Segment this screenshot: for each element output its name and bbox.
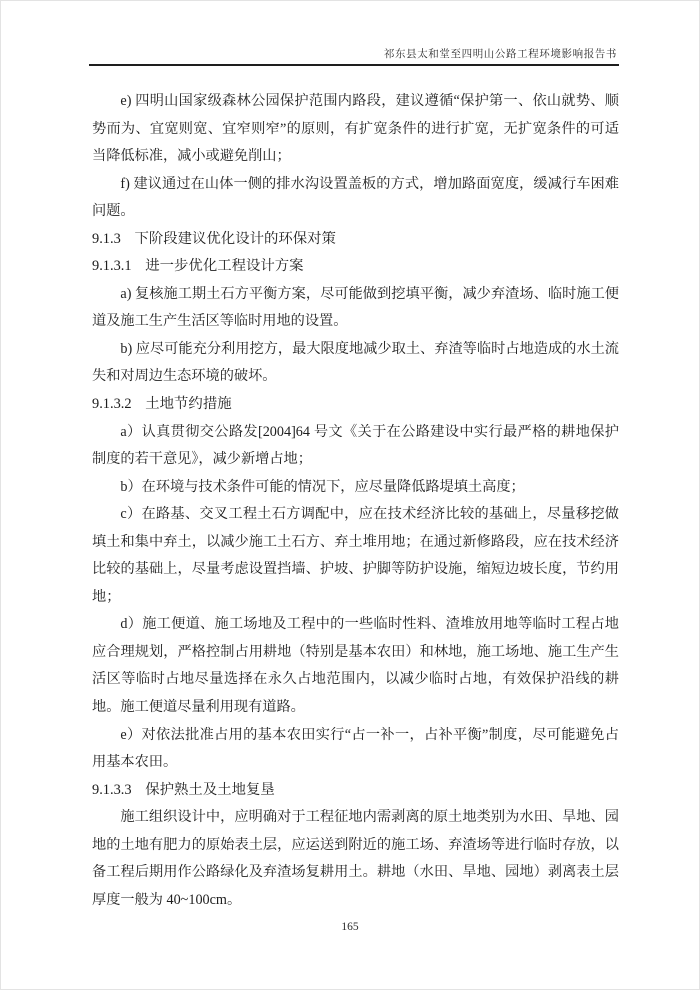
heading-9-1-3-1-number: 9.1.3.1 bbox=[92, 258, 132, 275]
paragraph-a-earthwork-balance: a) 复核施工期土石方平衡方案，尽可能做到挖填平衡，减少弃渣场、临时施工便道及施工生产生活区等临时用地的设置。 bbox=[92, 285, 619, 330]
header-rule-divider bbox=[89, 64, 619, 66]
paragraph-b-excavation-reuse: b) 应尽可能充分利用挖方，最大限度地减少取土、弃渣等临时占地造成的水土流失和对周边生态环境的破坏。 bbox=[92, 340, 619, 385]
paragraph-f-drainage-cover-plate: f) 建议通过在山体一侧的排水沟设置盖板的方式，增加路面宽度，缓减行车困难问题。 bbox=[92, 175, 619, 220]
paragraph-a-farmland-protection-policy: a）认真贯彻交公路发[2004]64 号文《关于在公路建设中实行最严格的耕地保护制度的若干意见》，减少新增占地； bbox=[92, 423, 619, 468]
heading-9-1-3-3-title: 保护熟土及土地复垦 bbox=[145, 781, 275, 798]
heading-9-1-3-3-number: 9.1.3.3 bbox=[92, 781, 132, 798]
paragraph-d-temporary-land-planning: d）施工便道、施工场地及工程中的一些临时性料、渣堆放用地等临时工程占地应合理规划，严格控制占用耕地（特别是基本农田）和林地，施工场地、施工生产生活区等临时占地尽量选择在永久占地范围内，以减少临时占地，有效保护沿线的耕地。施工便道尽量利用现有道路。 bbox=[92, 616, 619, 716]
paragraph-e-basic-farmland-compensation: e）对依法批准占用的基本农田实行“占一补一，占补平衡”制度，尽可能避免占用基本农田。 bbox=[92, 726, 619, 771]
heading-9-1-3-2-number: 9.1.3.2 bbox=[92, 396, 132, 413]
document-body bbox=[92, 88, 619, 914]
heading-9-1-3-2 bbox=[92, 391, 619, 419]
page-number: 165 bbox=[341, 921, 359, 933]
heading-9-1-3-title: 下阶段建议优化设计的环保对策 bbox=[134, 230, 336, 247]
heading-9-1-3-1 bbox=[92, 253, 619, 281]
paragraph-topsoil-stripping-reclamation: 施工组织设计中，应明确对于工程征地内需剥离的原土地类别为水田、旱地、园地的土地有肥力的原始表土层，应运送到附近的施工场、弃渣场等进行临时存放，以备工程后期用作公路绿化及弃渣场复耕用土。耕地（水田、旱地、园地）剥离表土层厚度一般为 40~100cm。 bbox=[92, 809, 619, 908]
paragraph-b-embankment-height: b）在环境与技术条件可能的情况下，应尽量降低路堤填土高度； bbox=[120, 478, 525, 495]
heading-9-1-3-3 bbox=[92, 777, 619, 805]
heading-9-1-3-1-title: 进一步优化工程设计方案 bbox=[145, 258, 304, 275]
heading-9-1-3-2-title: 土地节约措施 bbox=[145, 396, 232, 413]
heading-9-1-3-number: 9.1.3 bbox=[92, 230, 121, 247]
running-title: 祁东县太和堂至四明山公路工程环境影响报告书 bbox=[383, 49, 617, 60]
paragraph-c-earthwork-allocation: c）在路基、交叉工程土石方调配中，应在技术经济比较的基础上，尽量移挖做填土和集中弃土，以减少施工土石方、弃土堆用地；在通过新修路段，应在技术经济比较的基础上，尽量考虑设置挡墙、护坡、护脚等防护设施，缩短边坡长度，节约用地； bbox=[92, 506, 619, 605]
paragraph-e-forest-park-principle: e) 四明山国家级森林公园保护范围内路段，建议遵循“保护第一、依山就势、顺势而为、宜宽则宽、宜窄则窄”的原则，有扩宽条件的进行扩宽，无扩宽条件的可适当降低标准，减小或避免削山； bbox=[92, 93, 619, 165]
heading-9-1-3 bbox=[92, 226, 619, 254]
